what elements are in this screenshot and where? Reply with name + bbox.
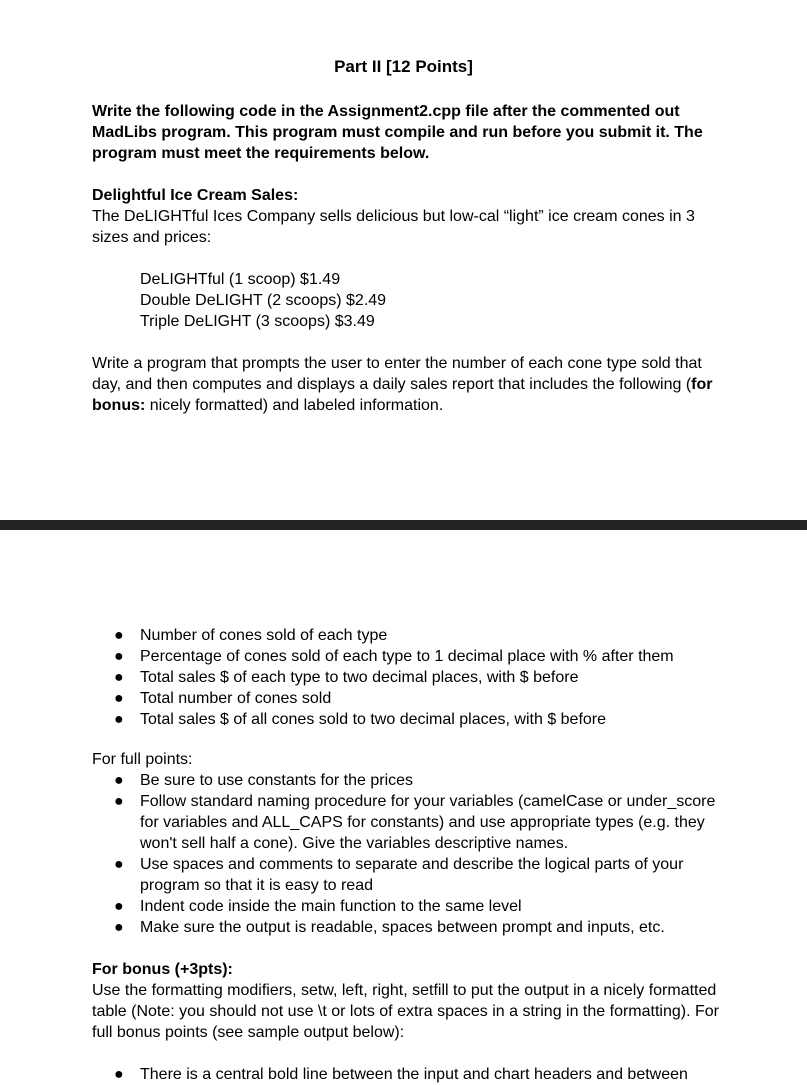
- prompt-text-1: Write a program that prompts the user to enter the number of each cone type sold that day, and then computes and displays a daily sales report that includes the following (: [92, 355, 702, 393]
- bonus-label: For bonus (+3pts):: [92, 961, 233, 978]
- bullet-icon: ●: [114, 793, 124, 810]
- page2-body: [92, 625, 722, 1085]
- list-item: ● Total sales $ of all cones sold to two decimal places, with $ before: [114, 711, 607, 728]
- full-points-list: [92, 770, 722, 938]
- page-title: Part II [12 Points]: [334, 57, 473, 76]
- list-item: ● Be sure to use constants for the prices: [114, 772, 414, 789]
- bullet-icon: ●: [114, 1066, 124, 1083]
- prompt-bold: for bonus:: [92, 376, 713, 414]
- bonus-paragraph: Use the formatting modifiers, setw, left, right, setfill to put the output in a nicely formatted table (Note: you should not use \t or lots of extra spaces in a string in the formatting). For full bonus points (see sample output below):: [92, 982, 719, 1041]
- list-item: ● Indent code inside the main function to the same level: [114, 898, 522, 915]
- list-item: ● Number of cones sold of each type: [114, 627, 388, 644]
- description-paragraph: The DeLIGHTful Ices Company sells delicious but low-cal “light” ice cream cones in 3 sizes and prices:: [92, 208, 695, 246]
- bullet-icon: ●: [114, 772, 124, 789]
- bullet-icon: ●: [114, 856, 124, 873]
- bullet-icon: ●: [114, 669, 124, 686]
- bullet-icon: ●: [114, 898, 124, 915]
- cone-price-3: Triple DeLIGHT (3 scoops) $3.49: [140, 313, 375, 330]
- cone-price-2: Double DeLIGHT (2 scoops) $2.49: [140, 292, 387, 309]
- bullet-icon: ●: [114, 690, 124, 707]
- document-page-2: [0, 530, 807, 1083]
- bullet-icon: ●: [114, 711, 124, 728]
- list-item: ● Use spaces and comments to separate and describe the logical parts of your program so that it is easy to read: [114, 856, 684, 894]
- prompt-text-2: nicely formatted) and labeled information.: [145, 397, 444, 414]
- list-item: ● Total number of cones sold: [114, 690, 332, 707]
- page-divider: [0, 520, 807, 530]
- bonus-list: [92, 1064, 722, 1085]
- page1-body: [92, 101, 722, 416]
- list-item: ● Follow standard naming procedure for your variables (camelCase or under_score for variables and ALL_CAPS for constants) and use appropriate types (e.g. they won't sell half a cone). Give the variables descriptive names.: [114, 793, 716, 852]
- list-item: ● There is a central bold line between the input and chart headers and between: [114, 1066, 688, 1083]
- bullet-icon: ●: [114, 919, 124, 936]
- full-points-label: For full points:: [92, 751, 193, 768]
- bullet-icon: ●: [114, 648, 124, 665]
- cone-price-1: DeLIGHTful (1 scoop) $1.49: [140, 271, 341, 288]
- list-item: ● Percentage of cones sold of each type to 1 decimal place with % after them: [114, 648, 674, 665]
- bullet-icon: ●: [114, 627, 124, 644]
- prompt-paragraph: [92, 353, 722, 416]
- report-items-list: [92, 625, 722, 730]
- section-heading: Delightful Ice Cream Sales:: [92, 187, 299, 204]
- intro-paragraph: Write the following code in the Assignment2.cpp file after the commented out MadLibs program. This program must compile and run before you submit it. The program must meet the requirements below.: [92, 103, 703, 162]
- list-item: ● Make sure the output is readable, spaces between prompt and inputs, etc.: [114, 919, 665, 936]
- document-page-1: [0, 0, 807, 520]
- list-item: ● Total sales $ of each type to two decimal places, with $ before: [114, 669, 579, 686]
